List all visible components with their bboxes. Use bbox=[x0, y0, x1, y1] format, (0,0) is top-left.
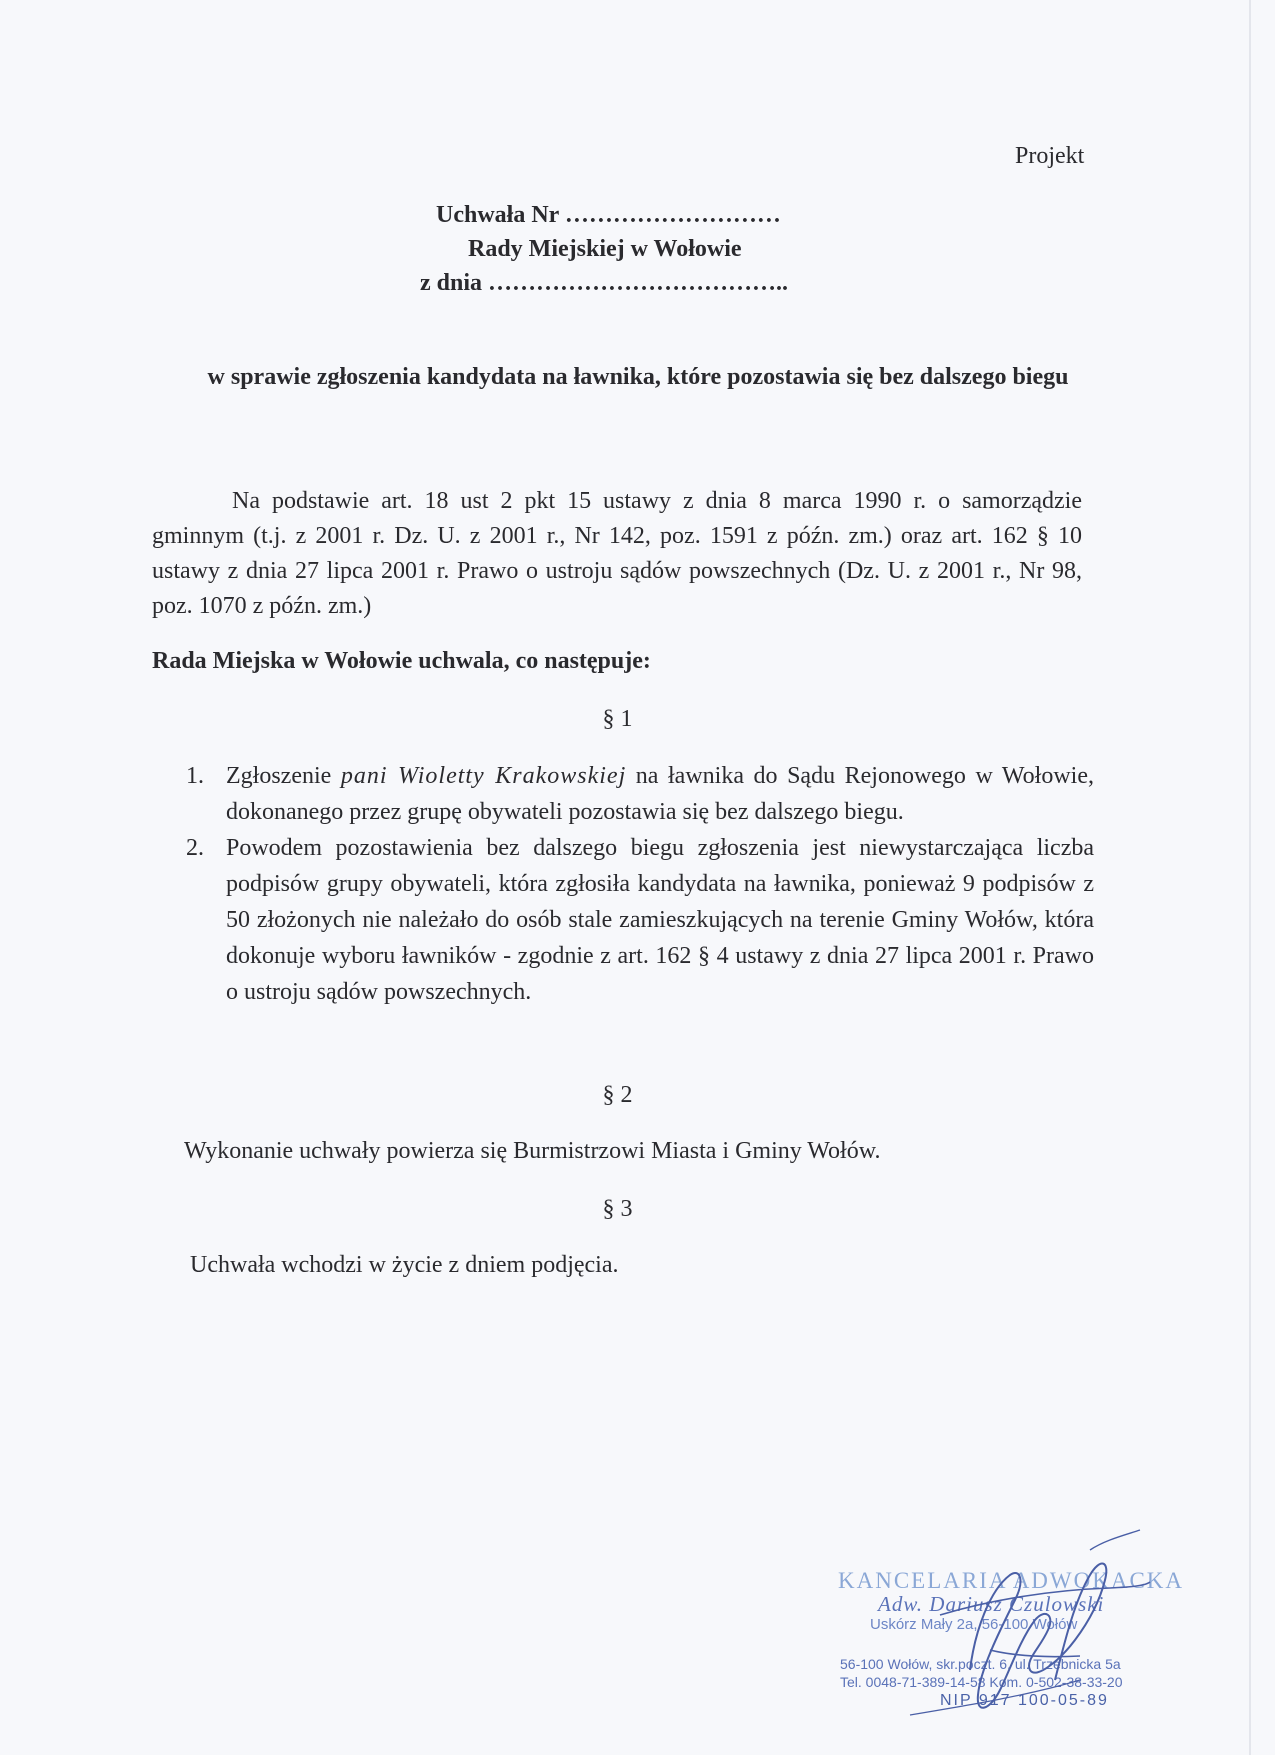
law-office-stamp bbox=[830, 1520, 1185, 1720]
list-item-number: 2. bbox=[186, 835, 204, 861]
list-item bbox=[186, 758, 1094, 830]
list-item-number: 1. bbox=[186, 763, 204, 789]
list-item-text: Powodem pozostawienia bez dalszego biegu zgłoszenia jest niewystarczająca liczba podpisów grupy obywateli, która zgłosiła kandydata na ławnika, ponieważ 9 podpisów z 50 złożonych nie należało do osób stale zamieszkujących na terenie Gminy Wołów, która dokonuje wyboru ławników - zgodnie z art. 162 § 4 ustawy z dnia 27 lipca 2001 r. Prawo o ustroju sądów powszechnych. bbox=[226, 835, 1094, 1005]
resolution-date: z dnia ……………………………….. bbox=[420, 270, 789, 296]
scan-edge bbox=[1249, 0, 1251, 1755]
council-resolves: Rada Miejska w Wołowie uchwala, co następuje: bbox=[152, 648, 651, 674]
resolution-number: Uchwała Nr ……………………… bbox=[436, 202, 781, 228]
stamp-nip: NIP 917 100-05-89 bbox=[940, 1692, 1109, 1709]
section-1-mark: § 1 bbox=[602, 706, 633, 732]
section-3-text: Uchwała wchodzi w życie z dniem podjęcia. bbox=[190, 1252, 619, 1278]
list-item bbox=[186, 830, 1094, 1010]
council-name: Rady Miejskiej w Wołowie bbox=[468, 236, 742, 262]
draft-label: Projekt bbox=[1015, 143, 1085, 169]
section-2-text: Wykonanie uchwały powierza się Burmistrzowi Miasta i Gminy Wołów. bbox=[184, 1138, 881, 1164]
section-3-mark: § 3 bbox=[602, 1196, 633, 1222]
legal-basis: Na podstawie art. 18 ust 2 pkt 15 ustawy z dnia 8 marca 1990 r. o samorządzie gminnym (t.j. z 2001 r. Dz. U. z 2001 r., Nr 142, poz. 1591 z późn. zm.) oraz art. 162 § 10 ustawy z dnia 27 lipca 2001 r. Prawo o ustroju sądów powszechnych (Dz. U. z 2001 r., Nr 98, poz. 1070 z późn. zm.) bbox=[152, 488, 1082, 619]
stamp-postal: 56-100 Wołów, skr.poczt. 6, ul. Trzebnicka 5a bbox=[840, 1656, 1121, 1672]
list-item-text: Zgłoszenie bbox=[226, 763, 341, 789]
stamp-office-name: KANCELARIA ADWOKACKA bbox=[838, 1568, 1185, 1593]
section-1-list bbox=[186, 758, 1094, 1010]
handwritten-signature bbox=[850, 1520, 1180, 1720]
stamp-attorney-name: Adw. Dariusz Czulowski bbox=[878, 1592, 1105, 1616]
candidate-name: pani Wioletty Krakowskiej bbox=[340, 763, 627, 789]
resolution-header bbox=[420, 198, 840, 300]
stamp-address: Uskórz Mały 2a, 56-100 Wołów bbox=[870, 1616, 1078, 1633]
list-item-text: na ławnika do Sądu Rejonowego w Wołowie, dokonanego przez grupę obywateli pozostawia się bez dalszego biegu. bbox=[226, 763, 1094, 825]
section-2-mark: § 2 bbox=[602, 1082, 633, 1108]
resolution-subject: w sprawie zgłoszenia kandydata na ławnika, które pozostawia się bez dalszego biegu bbox=[207, 364, 1069, 390]
stamp-phone: Tel. 0048-71-389-14-58 Kom. 0-502-38-33-20 bbox=[840, 1674, 1123, 1690]
